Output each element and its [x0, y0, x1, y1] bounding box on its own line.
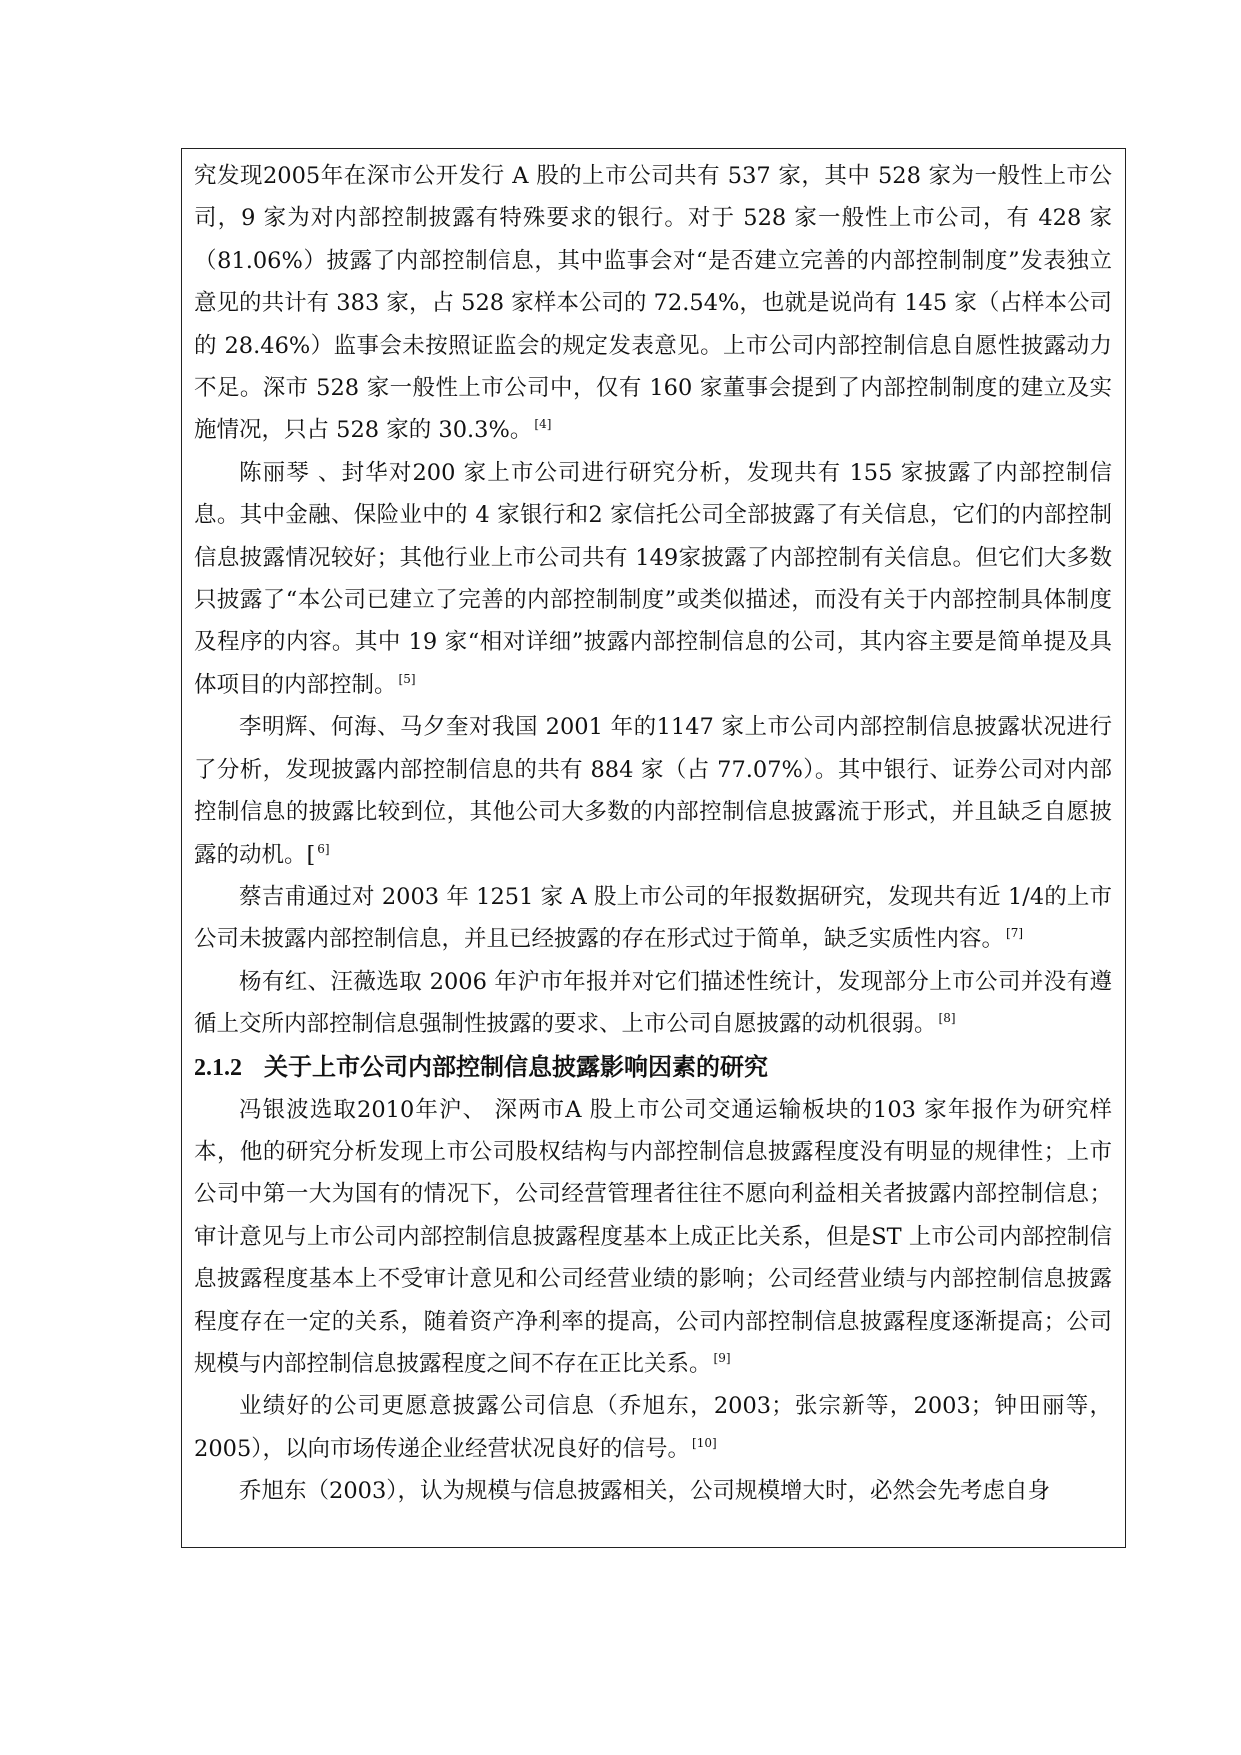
citation-5: [5]: [398, 671, 416, 686]
paragraph-cai-study: [194, 876, 1112, 961]
paragraph-chen-feng-study: [194, 452, 1112, 706]
paragraph-text: 业绩好的公司更愿意披露公司信息（乔旭东，2003；张宗新等，2003；钟田丽等，2005），以向市场传递企业经营状况良好的信号。: [194, 1393, 1112, 1462]
paragraph-li-he-ma-study: [194, 706, 1112, 876]
paragraph-text: 陈丽琴 、封华对200 家上市公司进行研究分析，发现共有 155 家披露了内部控制信息。其中金融、保险业中的 4 家银行和2 家信托公司全部披露了有关信息，它们的内部控制信息披露情况较好；其他行业上市公司共有 149家披露了内部控制有关信息。但它们大多数只披露了“本公司已建立了完善的内部控制制度”或类似描述，而没有关于内部控制具体制度及程序的内容。其中 19 家“相对详细”披露内部控制信息的公司，其内容主要是简单提及具体项目的内部控制。: [194, 459, 1112, 698]
document-frame: [181, 148, 1126, 1548]
citation-9: [9]: [713, 1350, 731, 1365]
paragraph-text: 李明辉、何海、马夕奎对我国 2001 年的1147 家上市公司内部控制信息披露状况进行了分析，发现披露内部控制信息的共有 884 家（占 77.07%）。其中银行、证券公司对内部控制信息的披露比较到位，其他公司大多数的内部控制信息披露流于形式，并且缺乏自愿披露的动机。[: [194, 714, 1112, 868]
paragraph-qiao-study: [194, 1470, 1112, 1512]
citation-6: 6]: [317, 841, 330, 856]
citation-4: [4]: [534, 417, 552, 432]
paragraph-text: 杨有红、汪薇选取 2006 年沪市年报并对它们描述性统计，发现部分上市公司并没有遵循上交所内部控制信息强制性披露的要求、上市公司自愿披露的动机很弱。: [194, 968, 1112, 1038]
paragraph-text: 冯银波选取2010年沪、 深两市A 股上市公司交通运输板块的103 家年报作为研究样本，他的研究分析发现上市公司股权结构与内部控制信息披露程度没有明显的规律性；上市公司中第一大为国有的情况下，公司经营管理者往往不愿向利益相关者披露内部控制信息；审计意见与上市公司内部控制信息披露程度基本上成正比关系，但是ST 上市公司内部控制信息披露程度基本上不受审计意见和公司经营业绩的影响；公司经营业绩与内部控制信息披露程度存在一定的关系，随着资产净利率的提高，公司内部控制信息披露程度逐渐提高；公司规模与内部控制信息披露程度之间不存在正比关系。: [194, 1096, 1112, 1377]
citation-8: [8]: [938, 1011, 956, 1026]
citation-10: [10]: [692, 1435, 717, 1450]
paragraph-disclosure-shenzhen-2005: [194, 155, 1112, 452]
paragraph-text: 乔旭东（2003），认为规模与信息披露相关，公司规模增大时，必然会先考虑自身: [239, 1478, 1051, 1505]
document-body: [194, 155, 1112, 1512]
section-title: 关于上市公司内部控制信息披露影响因素的研究: [264, 1052, 768, 1081]
paragraph-text: 蔡吉甫通过对 2003 年 1251 家 A 股上市公司的年报数据研究，发现共有近 1/4的上市公司未披露内部控制信息，并且已经披露的存在形式过于简单，缺乏实质性内容。: [194, 883, 1112, 953]
paragraph-yang-wang-study: [194, 961, 1112, 1046]
paragraph-text: 究发现2005年在深市公开发行 A 股的上市公司共有 537 家，其中 528 家为一般性上市公司，9 家为对内部控制披露有特殊要求的银行。对于 528 家一般性上市公司，有 428 家（81.06%）披露了内部控制信息，其中监事会对“是否建立完善的内部控制制度”发表独立意见的共计有 383 家，占 528 家样本公司的 72.54%，也就是说尚有 145 家（占样本公司的 28.46%）监事会未按照证监会的规定发表意见。上市公司内部控制信息自愿性披露动力不足。深市 528 家一般性上市公司中，仅有 160 家董事会提到了内部控制制度的建立及实施情况，只占 528 家的 30.3%。: [194, 163, 1112, 444]
paragraph-performance-disclosure: [194, 1385, 1112, 1470]
section-heading: [194, 1046, 1112, 1089]
paragraph-feng-study: [194, 1089, 1112, 1386]
citation-7: [7]: [1006, 926, 1024, 941]
section-number: 2.1.2: [194, 1054, 242, 1081]
